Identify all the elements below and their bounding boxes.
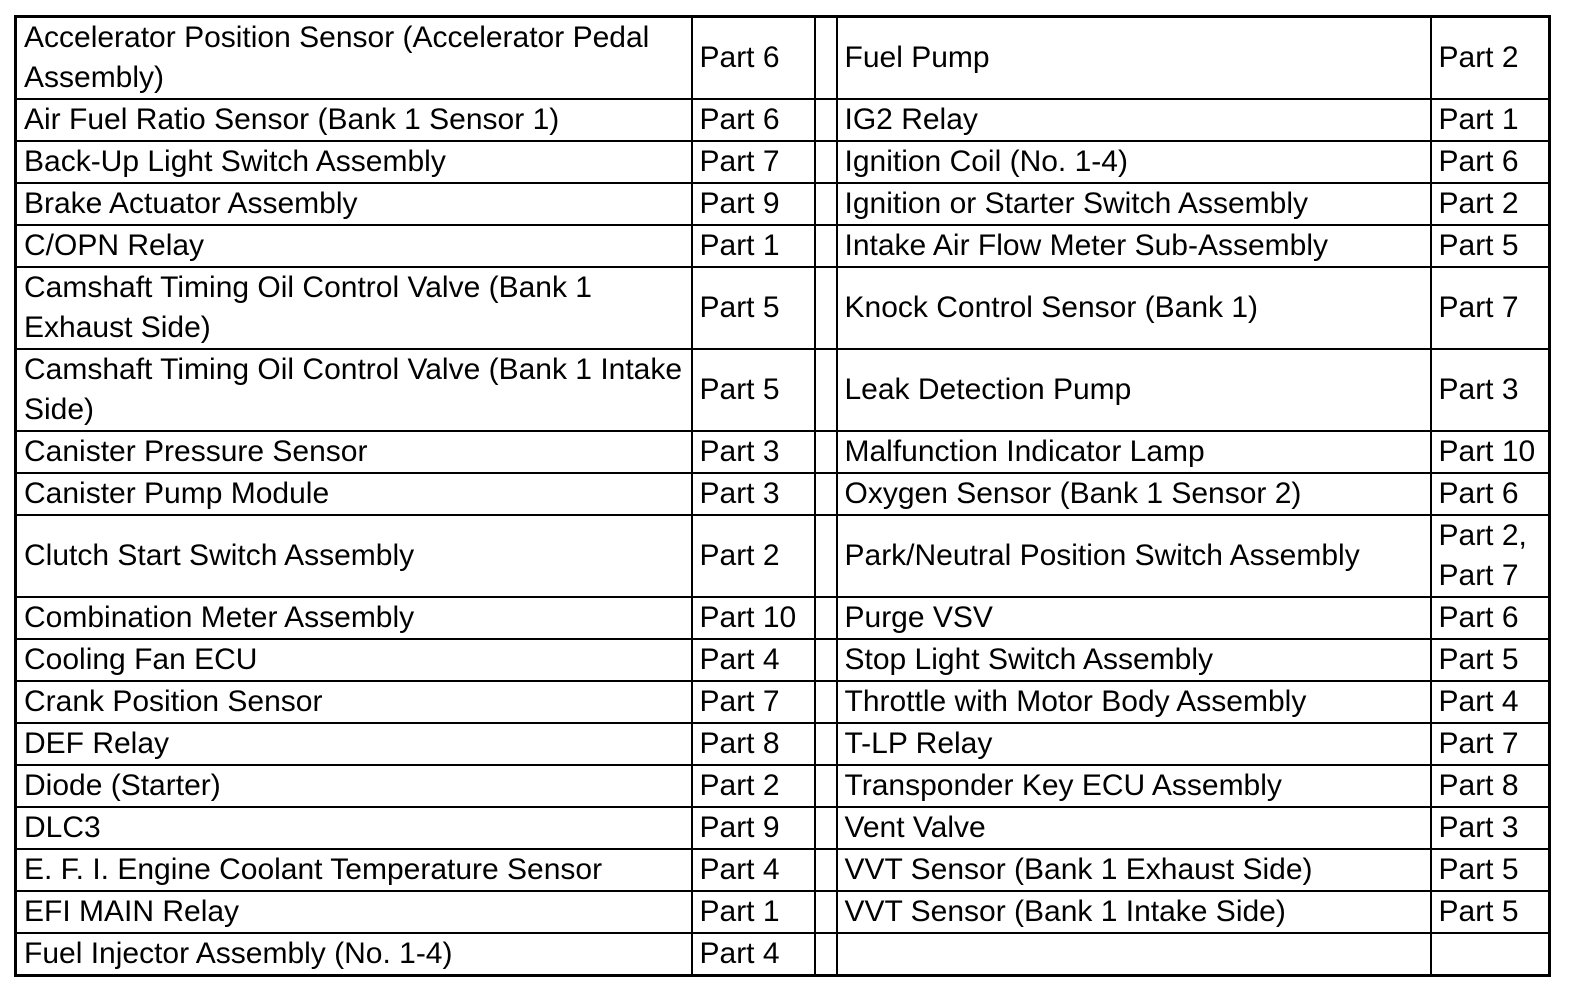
- table-row: [16, 225, 1550, 267]
- table-row: [16, 141, 1550, 183]
- part-ref-left: Part 1: [692, 225, 815, 267]
- component-name-right: IG2 Relay: [837, 99, 1431, 141]
- column-gap: [815, 597, 837, 639]
- component-name-right: T-LP Relay: [837, 723, 1431, 765]
- component-name-left: Back-Up Light Switch Assembly: [16, 141, 692, 183]
- table-body: [16, 17, 1550, 976]
- component-name-right: [837, 933, 1431, 976]
- part-ref-left: Part 6: [692, 99, 815, 141]
- column-gap: [815, 267, 837, 349]
- component-name-right: Malfunction Indicator Lamp: [837, 431, 1431, 473]
- part-ref-left: Part 4: [692, 849, 815, 891]
- component-name-left: Cooling Fan ECU: [16, 639, 692, 681]
- table-row: [16, 765, 1550, 807]
- table-row: [16, 849, 1550, 891]
- component-name-left: Accelerator Position Sensor (Accelerator Pedal Assembly): [16, 17, 692, 100]
- part-ref-left: Part 3: [692, 431, 815, 473]
- table-row: [16, 473, 1550, 515]
- part-ref-left: Part 7: [692, 141, 815, 183]
- component-name-left: Clutch Start Switch Assembly: [16, 515, 692, 597]
- part-ref-right: Part 7: [1431, 723, 1550, 765]
- table-row: [16, 723, 1550, 765]
- table-row: [16, 681, 1550, 723]
- part-ref-left: Part 7: [692, 681, 815, 723]
- component-name-left: Canister Pump Module: [16, 473, 692, 515]
- table-row: [16, 349, 1550, 431]
- part-ref-right: Part 5: [1431, 849, 1550, 891]
- component-name-right: Park/Neutral Position Switch Assembly: [837, 515, 1431, 597]
- component-name-right: Stop Light Switch Assembly: [837, 639, 1431, 681]
- component-name-right: Purge VSV: [837, 597, 1431, 639]
- component-name-left: Air Fuel Ratio Sensor (Bank 1 Sensor 1): [16, 99, 692, 141]
- part-ref-right: Part 2: [1431, 183, 1550, 225]
- part-ref-right: Part 1: [1431, 99, 1550, 141]
- part-ref-right: Part 2, Part 7: [1431, 515, 1550, 597]
- column-gap: [815, 183, 837, 225]
- component-name-left: Brake Actuator Assembly: [16, 183, 692, 225]
- part-ref-left: Part 9: [692, 183, 815, 225]
- column-gap: [815, 765, 837, 807]
- part-ref-left: Part 4: [692, 639, 815, 681]
- part-ref-left: Part 2: [692, 515, 815, 597]
- part-ref-left: Part 2: [692, 765, 815, 807]
- part-ref-right: Part 6: [1431, 473, 1550, 515]
- part-ref-left: Part 10: [692, 597, 815, 639]
- component-name-right: Knock Control Sensor (Bank 1): [837, 267, 1431, 349]
- component-name-left: EFI MAIN Relay: [16, 891, 692, 933]
- part-ref-left: Part 4: [692, 933, 815, 976]
- column-gap: [815, 17, 837, 100]
- component-name-left: DLC3: [16, 807, 692, 849]
- part-ref-left: Part 5: [692, 267, 815, 349]
- part-ref-right: Part 5: [1431, 639, 1550, 681]
- component-name-left: Fuel Injector Assembly (No. 1-4): [16, 933, 692, 976]
- component-name-right: Intake Air Flow Meter Sub-Assembly: [837, 225, 1431, 267]
- table-row: [16, 267, 1550, 349]
- part-ref-right: Part 3: [1431, 349, 1550, 431]
- part-ref-right: Part 6: [1431, 597, 1550, 639]
- part-ref-right: Part 2: [1431, 17, 1550, 100]
- table-row: [16, 183, 1550, 225]
- component-name-left: Camshaft Timing Oil Control Valve (Bank 1 Intake Side): [16, 349, 692, 431]
- part-ref-right: Part 3: [1431, 807, 1550, 849]
- part-ref-left: Part 1: [692, 891, 815, 933]
- column-gap: [815, 681, 837, 723]
- component-name-left: Canister Pressure Sensor: [16, 431, 692, 473]
- table-row: [16, 99, 1550, 141]
- table-row: [16, 891, 1550, 933]
- table-row: [16, 431, 1550, 473]
- part-ref-left: Part 5: [692, 349, 815, 431]
- component-name-right: Oxygen Sensor (Bank 1 Sensor 2): [837, 473, 1431, 515]
- component-name-right: VVT Sensor (Bank 1 Intake Side): [837, 891, 1431, 933]
- component-name-right: Vent Valve: [837, 807, 1431, 849]
- part-ref-right: Part 5: [1431, 225, 1550, 267]
- component-name-right: Transponder Key ECU Assembly: [837, 765, 1431, 807]
- column-gap: [815, 639, 837, 681]
- part-ref-right: Part 10: [1431, 431, 1550, 473]
- part-ref-left: Part 6: [692, 17, 815, 100]
- part-ref-right: Part 5: [1431, 891, 1550, 933]
- component-name-left: Diode (Starter): [16, 765, 692, 807]
- part-ref-right: Part 7: [1431, 267, 1550, 349]
- column-gap: [815, 349, 837, 431]
- component-name-left: E. F. I. Engine Coolant Temperature Sensor: [16, 849, 692, 891]
- part-ref-right: Part 6: [1431, 141, 1550, 183]
- column-gap: [815, 849, 837, 891]
- part-ref-right: [1431, 933, 1550, 976]
- component-name-left: Camshaft Timing Oil Control Valve (Bank 1 Exhaust Side): [16, 267, 692, 349]
- component-name-right: VVT Sensor (Bank 1 Exhaust Side): [837, 849, 1431, 891]
- part-ref-right: Part 4: [1431, 681, 1550, 723]
- table-row: [16, 933, 1550, 976]
- column-gap: [815, 807, 837, 849]
- component-name-right: Throttle with Motor Body Assembly: [837, 681, 1431, 723]
- part-ref-left: Part 9: [692, 807, 815, 849]
- component-name-right: Ignition or Starter Switch Assembly: [837, 183, 1431, 225]
- column-gap: [815, 431, 837, 473]
- component-name-left: C/OPN Relay: [16, 225, 692, 267]
- component-name-left: Crank Position Sensor: [16, 681, 692, 723]
- column-gap: [815, 515, 837, 597]
- table-row: [16, 515, 1550, 597]
- component-name-right: Leak Detection Pump: [837, 349, 1431, 431]
- table-row: [16, 639, 1550, 681]
- column-gap: [815, 933, 837, 976]
- column-gap: [815, 225, 837, 267]
- component-index-table: [14, 15, 1551, 977]
- component-name-right: Ignition Coil (No. 1-4): [837, 141, 1431, 183]
- part-ref-left: Part 3: [692, 473, 815, 515]
- table-row: [16, 17, 1550, 100]
- part-ref-left: Part 8: [692, 723, 815, 765]
- column-gap: [815, 141, 837, 183]
- component-name-right: Fuel Pump: [837, 17, 1431, 100]
- table-row: [16, 597, 1550, 639]
- column-gap: [815, 473, 837, 515]
- column-gap: [815, 891, 837, 933]
- column-gap: [815, 723, 837, 765]
- part-ref-right: Part 8: [1431, 765, 1550, 807]
- column-gap: [815, 99, 837, 141]
- table-row: [16, 807, 1550, 849]
- component-name-left: DEF Relay: [16, 723, 692, 765]
- component-name-left: Combination Meter Assembly: [16, 597, 692, 639]
